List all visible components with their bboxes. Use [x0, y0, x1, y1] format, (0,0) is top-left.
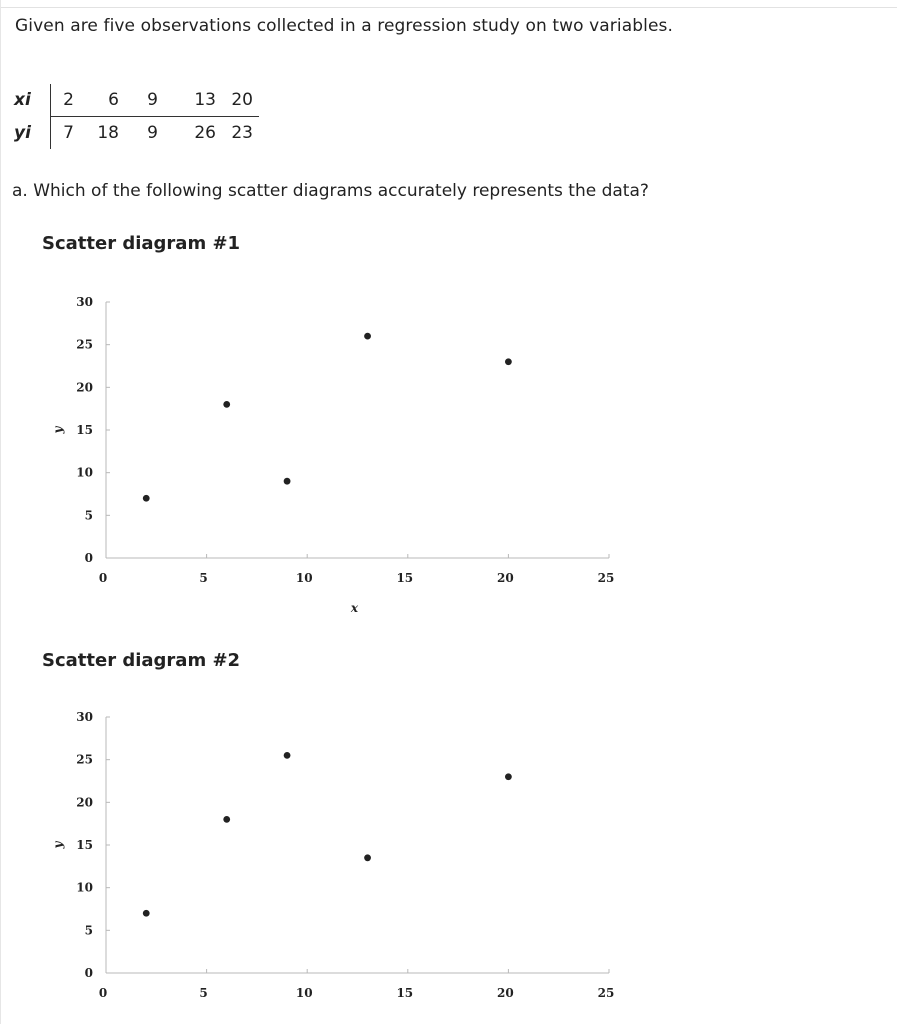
scatter-diagram-2-title: Scatter diagram #2	[42, 650, 241, 671]
intro-text: Given are five observations collected in a regression study on two variables.	[15, 16, 673, 36]
chart1-y-tick-label: 0	[84, 551, 93, 565]
chart1-y-tick-label: 25	[76, 337, 93, 352]
chart2-data-point	[143, 910, 150, 917]
chart2-data-point	[223, 816, 230, 823]
chart2-y-tick-label: 30	[76, 710, 93, 724]
chart2-data-point	[284, 752, 291, 759]
chart2-data-point	[364, 854, 371, 861]
chart2-y-tick-label: 20	[76, 795, 93, 810]
chart1-data-point	[284, 478, 291, 485]
x-value-2: 6	[74, 84, 119, 117]
chart1-x-tick-label: 5	[199, 571, 208, 585]
question-a: a. Which of the following scatter diagrams accurately represents the data?	[12, 181, 649, 201]
y-value-1: 7	[63, 123, 74, 143]
chart2-y-tick-label: 15	[76, 838, 93, 852]
chart1-x-tick-label: 0	[98, 571, 108, 585]
chart1-data-point	[143, 495, 150, 502]
chart1-y-axis-label: y	[51, 426, 65, 434]
chart2-y-tick-label: 10	[76, 880, 93, 895]
chart2-x-tick-label: 20	[497, 986, 514, 1000]
chart1-y-tick-label: 5	[84, 508, 93, 523]
chart1-x-tick-label: 20	[497, 571, 514, 585]
chart2-x-tick-label: 5	[199, 986, 208, 1000]
chart2-x-tick-label: 15	[396, 986, 414, 1000]
x-value-5: 20	[216, 84, 259, 117]
data-table	[10, 84, 259, 149]
chart2-y-tick-label: 25	[76, 752, 93, 767]
scatter-diagram-1-title: Scatter diagram #1	[42, 233, 241, 254]
y-value-4: 26	[194, 123, 216, 143]
chart1-x-tick-label: 15	[396, 571, 414, 585]
chart1-y-tick-label: 30	[76, 295, 93, 309]
chart1-data-point	[505, 358, 512, 365]
x-value-1: 2	[51, 84, 75, 117]
x-value-3: 9	[119, 84, 158, 117]
chart1-y-tick-label: 15	[76, 423, 93, 437]
x-value-4: 13	[158, 84, 216, 117]
y-value-2: 18	[97, 123, 119, 143]
chart2-y-tick-label: 5	[84, 923, 93, 938]
table-row-y	[10, 117, 259, 150]
scatter-diagram-2	[0, 705, 680, 1024]
chart1-data-point	[223, 401, 230, 408]
chart2-y-axis-label: y	[51, 841, 65, 849]
chart2-x-tick-label: 0	[98, 986, 108, 1000]
scatter-diagram-1	[0, 290, 680, 630]
chart1-x-tick-label: 10	[295, 571, 313, 585]
y-row-label: yi	[10, 117, 51, 150]
table-row-x	[10, 84, 259, 117]
chart2-data-point	[505, 773, 512, 780]
y-value-3: 9	[147, 123, 158, 143]
chart2-x-tick-label: 25	[597, 986, 615, 1000]
page-top-border	[0, 0, 897, 8]
chart2-y-tick-label: 0	[84, 966, 93, 980]
x-row-label: xi	[10, 84, 51, 117]
chart1-x-axis-label: x	[350, 601, 359, 615]
chart1-y-tick-label: 20	[76, 380, 93, 395]
y-value-5: 23	[231, 123, 253, 143]
chart1-y-tick-label: 10	[76, 465, 93, 480]
chart1-data-point	[364, 333, 371, 340]
chart2-x-tick-label: 10	[295, 986, 313, 1000]
chart1-x-tick-label: 25	[597, 571, 615, 585]
